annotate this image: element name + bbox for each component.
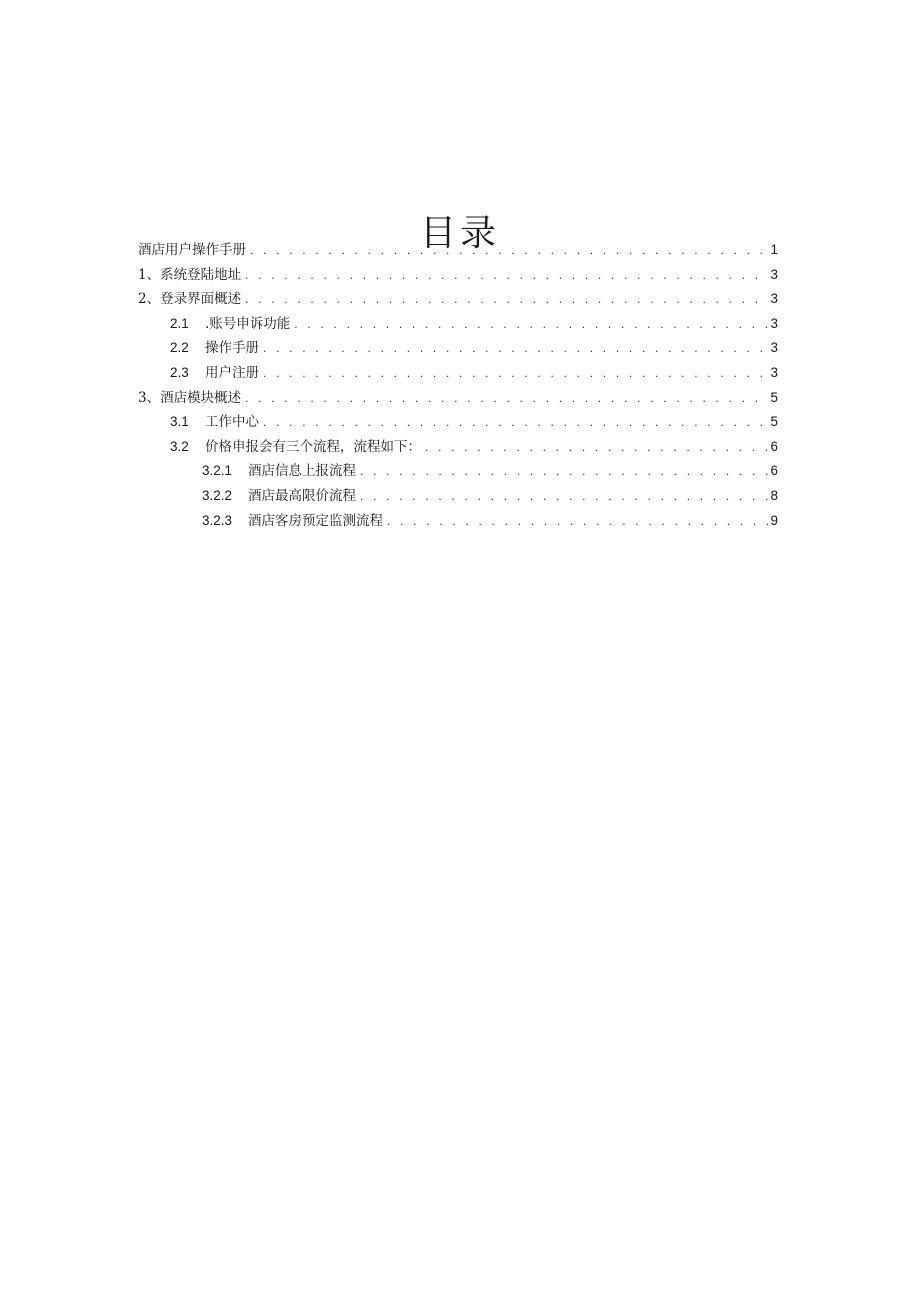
toc-entry-number: 2.3 xyxy=(170,364,189,380)
toc-page-number: 3 xyxy=(770,266,778,282)
toc-entry-login-address[interactable] xyxy=(138,263,778,288)
toc-leader-dots xyxy=(250,238,768,263)
toc-entry-number: 2.1 xyxy=(170,315,189,331)
toc-page-number: 3 xyxy=(770,291,778,307)
toc-entry-room-booking-monitor[interactable] xyxy=(138,509,778,534)
toc-entry-manual[interactable] xyxy=(138,238,778,263)
toc-leader-dots xyxy=(360,484,768,509)
toc-entry-label: 操作手册 xyxy=(205,340,259,357)
toc-entry-number: 3.1 xyxy=(170,414,189,430)
table-of-contents xyxy=(138,238,778,533)
toc-entry-hotel-info-report[interactable] xyxy=(138,459,778,484)
toc-page-number: 6 xyxy=(770,463,778,479)
toc-entry-label: .账号申诉功能 xyxy=(205,315,291,332)
toc-entry-label: 2、登录界面概述 xyxy=(138,291,242,308)
toc-entry-label: 工作中心 xyxy=(205,414,259,431)
toc-entry-label: 1、系统登陆地址 xyxy=(138,266,242,283)
toc-leader-dots xyxy=(245,287,768,312)
toc-page-number: 6 xyxy=(770,438,778,454)
toc-page-number: 8 xyxy=(770,487,778,503)
toc-entry-number: 3.2.2 xyxy=(202,487,233,503)
toc-leader-dots xyxy=(263,410,768,435)
toc-entry-number: 3.2.3 xyxy=(202,512,233,528)
toc-page-number: 9 xyxy=(770,512,778,528)
toc-entry-label: 3、酒店模块概述 xyxy=(138,389,242,406)
toc-entry-number: 3.2.1 xyxy=(202,463,233,479)
toc-entry-label: 用户注册 xyxy=(205,364,259,381)
toc-entry-login-overview[interactable] xyxy=(138,287,778,312)
toc-entry-label: 酒店客房预定监测流程 xyxy=(248,512,383,529)
toc-page-number: 5 xyxy=(770,414,778,430)
toc-page-number: 3 xyxy=(770,364,778,380)
toc-entry-work-center[interactable] xyxy=(138,410,778,435)
toc-entry-number: 3.2 xyxy=(170,438,189,454)
toc-entry-hotel-module[interactable] xyxy=(138,386,778,411)
toc-title: 目录 xyxy=(419,213,500,255)
toc-entry-label: 酒店最高限价流程 xyxy=(248,487,356,504)
toc-leader-dots xyxy=(360,459,768,484)
toc-leader-dots xyxy=(263,336,768,361)
toc-page-number: 3 xyxy=(770,315,778,331)
toc-leader-dots xyxy=(387,509,768,534)
toc-entry-label: 价格申报会有三个流程，流程如下： xyxy=(205,438,421,455)
toc-entry-label: 酒店用户操作手册 xyxy=(138,242,246,258)
toc-entry-user-registration[interactable] xyxy=(138,361,778,386)
toc-page-number: 3 xyxy=(770,340,778,356)
toc-entry-price-declaration[interactable] xyxy=(138,435,778,460)
toc-page-number: 1 xyxy=(770,242,778,257)
toc-entry-label: 酒店信息上报流程 xyxy=(248,463,356,480)
toc-leader-dots xyxy=(245,386,768,411)
toc-leader-dots xyxy=(294,312,768,337)
toc-leader-dots xyxy=(245,263,768,288)
toc-page-number: 5 xyxy=(770,389,778,405)
toc-leader-dots xyxy=(425,435,768,460)
toc-leader-dots xyxy=(263,361,768,386)
toc-entry-number: 2.2 xyxy=(170,340,189,356)
toc-entry-operation-manual[interactable] xyxy=(138,336,778,361)
toc-entry-account-appeal[interactable] xyxy=(138,312,778,337)
toc-entry-max-price-limit[interactable] xyxy=(138,484,778,509)
